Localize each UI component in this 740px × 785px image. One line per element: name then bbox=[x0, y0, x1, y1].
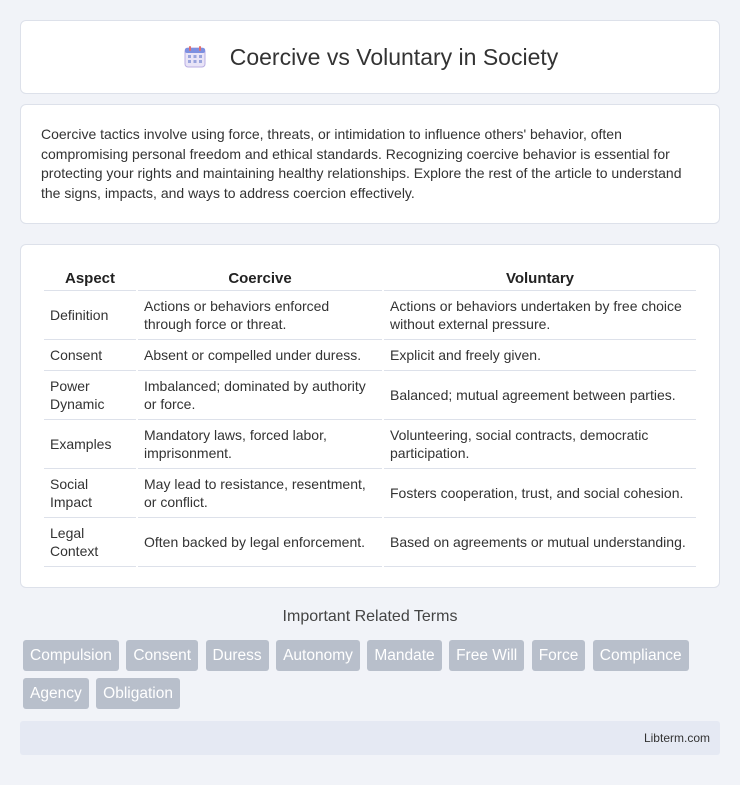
cell-voluntary: Balanced; mutual agreement between parties. bbox=[384, 371, 696, 420]
footer-link[interactable]: Libterm.com bbox=[643, 731, 710, 745]
tag-mandate[interactable]: Mandate bbox=[367, 640, 441, 671]
intro-text: Coercive tactics involve using force, threats, or intimidation to influence others' behavior, often compromising personal freedom and ethical standards. Recognizing coercive behavior is essential for protecting your rights and maintaining healthy relationships. Explore the rest of the article to understand the signs, impacts, and ways to address coercion effectively. bbox=[41, 126, 682, 201]
header-aspect: Aspect bbox=[44, 267, 136, 291]
tag-compliance[interactable]: Compliance bbox=[593, 640, 689, 671]
table-row bbox=[44, 340, 696, 371]
tag-agency[interactable]: Agency bbox=[23, 678, 89, 709]
related-terms-tags bbox=[23, 640, 723, 716]
table-row bbox=[44, 518, 696, 567]
cell-coercive: Imbalanced; dominated by authority or force. bbox=[138, 371, 382, 420]
cell-aspect: Definition bbox=[44, 291, 136, 340]
tag-autonomy[interactable]: Autonomy bbox=[276, 640, 360, 671]
cell-coercive: Actions or behaviors enforced through force or threat. bbox=[138, 291, 382, 340]
tag-free-will[interactable]: Free Will bbox=[449, 640, 524, 671]
title-card bbox=[20, 20, 720, 94]
tag-consent[interactable]: Consent bbox=[126, 640, 198, 671]
table-row bbox=[44, 371, 696, 420]
table-row bbox=[44, 291, 696, 340]
header-coercive: Coercive bbox=[138, 267, 382, 291]
cell-coercive: May lead to resistance, resentment, or conflict. bbox=[138, 469, 382, 518]
intro-card bbox=[20, 104, 720, 224]
related-terms-title: Important Related Terms bbox=[282, 608, 458, 625]
cell-voluntary: Actions or behaviors undertaken by free choice without external pressure. bbox=[384, 291, 696, 340]
cell-coercive: Absent or compelled under duress. bbox=[138, 340, 382, 371]
cell-aspect: Examples bbox=[44, 420, 136, 469]
cell-voluntary: Based on agreements or mutual understanding. bbox=[384, 518, 696, 567]
cell-voluntary: Fosters cooperation, trust, and social cohesion. bbox=[384, 469, 696, 518]
cell-aspect: Legal Context bbox=[44, 518, 136, 567]
header-voluntary: Voluntary bbox=[384, 267, 696, 291]
tag-compulsion[interactable]: Compulsion bbox=[23, 640, 119, 671]
cell-aspect: Social Impact bbox=[44, 469, 136, 518]
tag-duress[interactable]: Duress bbox=[206, 640, 269, 671]
cell-aspect: Consent bbox=[44, 340, 136, 371]
table-header-row bbox=[44, 267, 696, 291]
calendar-icon bbox=[182, 44, 208, 70]
comparison-table-card bbox=[20, 244, 720, 588]
tag-obligation[interactable]: Obligation bbox=[96, 678, 180, 709]
footer bbox=[20, 721, 720, 755]
page-title: Coercive vs Voluntary in Society bbox=[229, 43, 559, 70]
table-row bbox=[44, 420, 696, 469]
cell-voluntary: Explicit and freely given. bbox=[384, 340, 696, 371]
comparison-table bbox=[42, 267, 698, 567]
cell-voluntary: Volunteering, social contracts, democratic participation. bbox=[384, 420, 696, 469]
table-row bbox=[44, 469, 696, 518]
cell-aspect: Power Dynamic bbox=[44, 371, 136, 420]
cell-coercive: Often backed by legal enforcement. bbox=[138, 518, 382, 567]
tag-force[interactable]: Force bbox=[532, 640, 586, 671]
cell-coercive: Mandatory laws, forced labor, imprisonment. bbox=[138, 420, 382, 469]
